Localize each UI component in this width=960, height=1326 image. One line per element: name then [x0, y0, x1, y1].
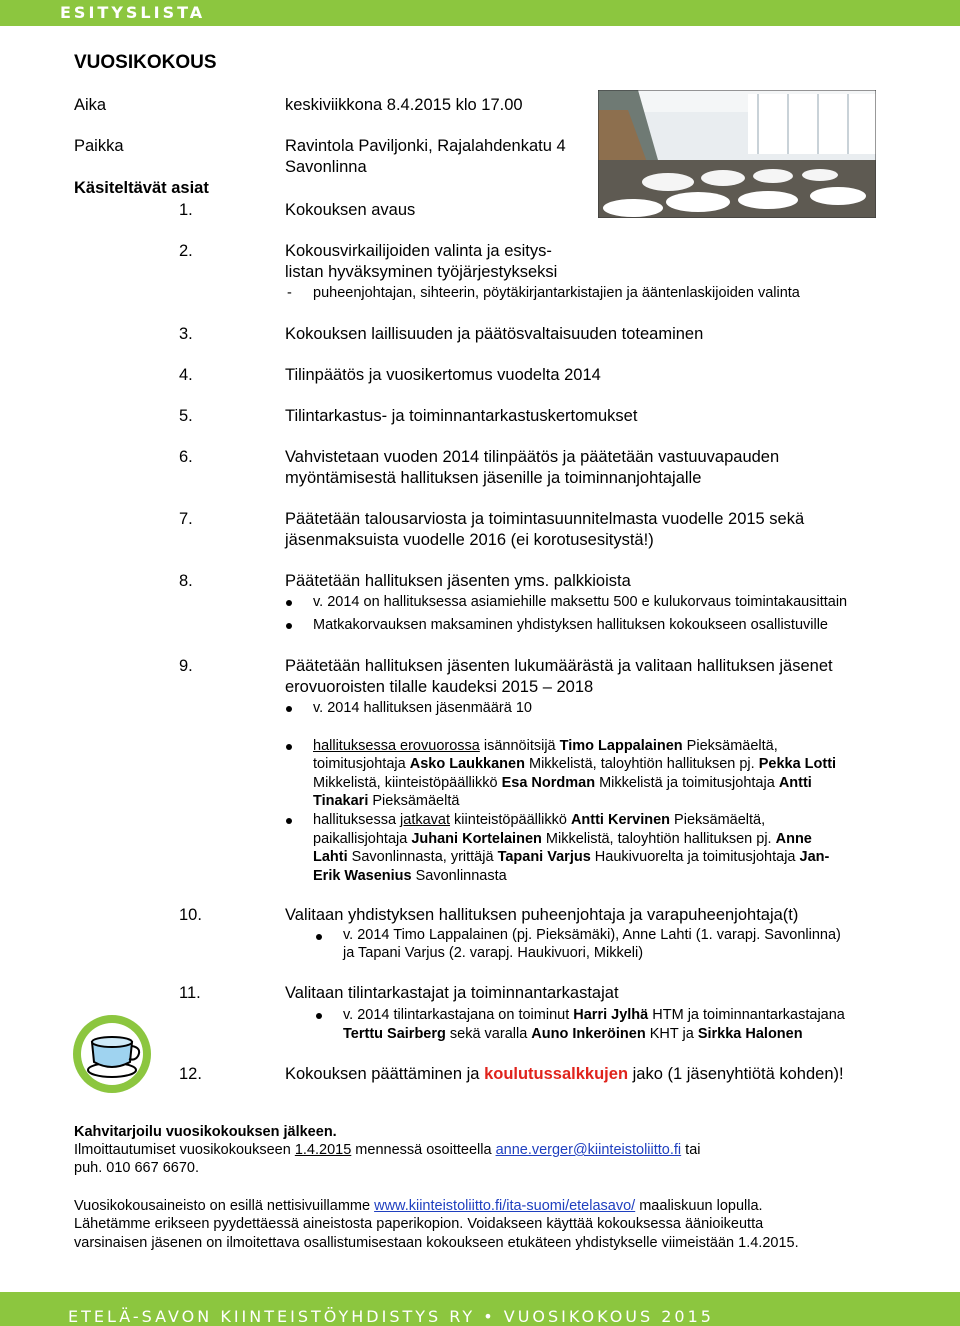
coffee-cup-icon [72, 1014, 152, 1094]
item-6-text-line1: Vahvistetaan vuoden 2014 tilinpäätös ja päätetään vastuuvapauden [285, 448, 780, 466]
deadline-date: 1.4.2015 [294, 1142, 352, 1158]
person-name: Antti Kervinen [570, 812, 671, 828]
item-8-bullet-1: v. 2014 on hallituksessa asiamiehille maksettu 500 e kulukorvaus toimintakausittain [313, 594, 848, 610]
item-10-text: Valitaan yhdistyksen hallituksen puheenjohtaja ja varapuheenjohtaja(t) [285, 906, 799, 924]
text-span: isännöitsijä [479, 738, 560, 754]
item-12-number: 12. [179, 1065, 202, 1083]
page-title: VUOSIKOKOUS [74, 52, 217, 73]
item-3-text: Kokouksen laillisuuden ja päätösvaltaisuuden toteaminen [285, 325, 704, 343]
item-9-number: 9. [179, 657, 193, 675]
text-span: paikallisjohtaja [313, 831, 412, 847]
highlight-text: koulutussalkkujen [484, 1065, 629, 1083]
item-9-bullet-2-line1 [313, 738, 778, 754]
person-name: Tinakari [313, 793, 369, 809]
bullet-icon [316, 934, 322, 940]
item-2-subitem: puheenjohtajan, sihteerin, pöytäkirjantarkistajien ja ääntenlaskijoiden valinta [313, 285, 800, 301]
item-2-text-line2: listan hyväksyminen työjärjestykseksi [285, 263, 558, 281]
person-name: Lahti [313, 849, 348, 865]
item-11-text: Valitaan tilintarkastajat ja toiminnantarkastajat [285, 984, 619, 1002]
text-span: Pieksämäeltä, [682, 738, 778, 754]
item-5-text: Tilintarkastus- ja toiminnantarkastuskertomukset [285, 407, 638, 425]
person-name: Anne [775, 831, 812, 847]
item-5-number: 5. [179, 407, 193, 425]
email-link[interactable]: anne.verger@kiinteistoliitto.fi [495, 1142, 682, 1158]
item-6-text-line2: myöntämisestä hallituksen jäsenille ja toiminnanjohtajalle [285, 469, 702, 487]
text-span: kiinteistöpäällikkö [450, 812, 571, 828]
bullet-icon [286, 623, 292, 629]
person-name: Harri Jylhä [573, 1007, 649, 1023]
person-name: Antti [778, 775, 812, 791]
item-9-bullet-3-line3 [313, 849, 829, 865]
item-10-bullet-line2: ja Tapani Varjus (2. varapj. Haukivuori, Mikkeli) [343, 945, 644, 961]
person-name: Sirkka Halonen [697, 1026, 803, 1042]
underlined-text: jatkavat [400, 812, 451, 828]
paikka-label: Paikka [74, 137, 124, 155]
website-link[interactable]: www.kiinteistoliitto.fi/ita-suomi/etelasavo/ [374, 1198, 636, 1214]
person-name: Terttu Sairberg [343, 1026, 446, 1042]
item-9-bullet-2-line2 [313, 756, 836, 772]
text-span: jako (1 jäsenyhtiötä kohden)! [628, 1065, 844, 1083]
aika-label: Aika [74, 96, 107, 114]
item-1-number: 1. [179, 201, 193, 219]
person-name: Tapani Varjus [497, 849, 591, 865]
item-7-number: 7. [179, 510, 193, 528]
materials-line1 [74, 1198, 763, 1214]
item-9-text-line1: Päätetään hallituksen jäsenten lukumäärästä ja valitaan hallituksen jäsenet [285, 657, 833, 675]
person-name: Erik Wasenius [313, 868, 412, 884]
text-span: Mikkelistä, taloyhtiön hallituksen pj. [524, 756, 759, 772]
item-6-number: 6. [179, 448, 193, 466]
text-span: v. 2014 tilintarkastajana on toiminut [343, 1007, 574, 1023]
text-span: sekä varalla [445, 1026, 532, 1042]
registration-line1 [74, 1142, 701, 1158]
header-label: ESITYSLISTA [60, 3, 206, 22]
person-name: Juhani Kortelainen [411, 831, 542, 847]
bullet-icon [286, 600, 292, 606]
item-9-bullet-2-line3 [313, 775, 812, 791]
text-span: Haukivuorelta ja toimitusjohtaja [590, 849, 800, 865]
text-span: HTM ja toiminnantarkastajana [648, 1007, 845, 1023]
text-span: hallituksessa [313, 812, 401, 828]
aika-value: keskiviikkona 8.4.2015 klo 17.00 [285, 96, 523, 114]
restaurant-photo [598, 90, 876, 218]
item-8-text: Päätetään hallituksen jäsenten yms. palkkioista [285, 572, 631, 590]
item-2-text-line1: Kokousvirkailijoiden valinta ja esitys- [285, 242, 552, 260]
bullet-icon [316, 1013, 322, 1019]
item-9-bullet-2-line4 [313, 793, 459, 809]
materials-line2: Lähetämme erikseen pyydettäessä aineistosta paperikopion. Voidakseen käyttää kokouksessa äänioikeutta [74, 1216, 764, 1232]
text-span: Vuosikokousaineisto on esillä nettisivuillamme [74, 1198, 375, 1214]
item-11-bullet-line2 [343, 1026, 803, 1042]
bullet-icon [286, 818, 292, 824]
text-span: maaliskuun lopulla. [635, 1198, 763, 1214]
text-span: Pieksämäeltä [368, 793, 460, 809]
paikka-value-line1: Ravintola Paviljonki, Rajalahdenkatu 4 [285, 137, 566, 155]
item-7-text-line2: jäsenmaksuista vuodelle 2016 (ei korotusesitystä!) [285, 531, 654, 549]
item-9-text-line2: erovuoroisten tilalle kaudeksi 2015 – 2018 [285, 678, 594, 696]
text-span: Mikkelistä, kiinteistöpäällikkö [313, 775, 502, 791]
person-name: Jan- [799, 849, 830, 865]
item-10-number: 10. [179, 906, 202, 924]
text-span: Mikkelistä ja toimitusjohtaja [595, 775, 779, 791]
item-3-number: 3. [179, 325, 193, 343]
item-9-bullet-3-line4 [313, 868, 507, 884]
paikka-value-line2: Savonlinna [285, 158, 367, 176]
item-8-number: 8. [179, 572, 193, 590]
item-4-text: Tilinpäätös ja vuosikertomus vuodelta 2014 [285, 366, 601, 384]
person-name: Esa Nordman [501, 775, 596, 791]
item-9-bullet-3-line1 [313, 812, 765, 828]
bullet-icon [286, 706, 292, 712]
item-8-bullet-2: Matkakorvauksen maksaminen yhdistyksen hallituksen kokoukseen osallistuville [313, 617, 828, 633]
header-band [0, 0, 960, 26]
text-span: mennessä osoitteella [351, 1142, 496, 1158]
text-span: Mikkelistä, taloyhtiön hallituksen pj. [541, 831, 776, 847]
text-span: Kokouksen päättäminen ja [285, 1065, 485, 1083]
materials-line3: varsinaisen jäsenen on ilmoitettava osallistumisestaan kokoukseen etukäteen yhdistykselle viimeistään 1.4.2015. [74, 1235, 799, 1251]
text-span: Pieksämäeltä, [670, 812, 766, 828]
item-2-number: 2. [179, 242, 193, 260]
item-10-bullet-line1: v. 2014 Timo Lappalainen (pj. Pieksämäki), Anne Lahti (1. varapj. Savonlinna) [343, 927, 841, 943]
text-span: Savonlinnasta [411, 868, 507, 884]
item-12-text [285, 1065, 844, 1084]
registration-phone: puh. 010 667 6670. [74, 1160, 199, 1176]
person-name: Pekka Lotti [758, 756, 837, 772]
text-span: toimitusjohtaja [313, 756, 410, 772]
item-1-text: Kokouksen avaus [285, 201, 416, 219]
text-span: KHT ja [645, 1026, 698, 1042]
agenda-heading: Käsiteltävät asiat [74, 179, 209, 197]
person-name: Auno Inkeröinen [531, 1026, 646, 1042]
item-7-text-line1: Päätetään talousarviosta ja toimintasuunnitelmasta vuodelle 2015 sekä [285, 510, 805, 528]
text-span: Savonlinnasta, yrittäjä [347, 849, 498, 865]
person-name: Timo Lappalainen [559, 738, 683, 754]
text-span: Ilmoittautumiset vuosikokoukseen [74, 1142, 295, 1158]
person-name: Asko Laukkanen [409, 756, 525, 772]
item-9-bullet-1: v. 2014 hallituksen jäsenmäärä 10 [313, 700, 532, 716]
item-11-bullet-line1 [343, 1007, 845, 1023]
item-2-dash: - [287, 285, 292, 301]
item-11-number: 11. [179, 984, 201, 1002]
footer-label: ETELÄ-SAVON KIINTEISTÖYHDISTYS RY • VUOSIKOKOUS 2015 [68, 1307, 714, 1326]
bullet-icon [286, 744, 292, 750]
item-9-bullet-3-line2 [313, 831, 812, 847]
footer-band [0, 1292, 960, 1326]
text-span: tai [681, 1142, 701, 1158]
coffee-note: Kahvitarjoilu vuosikokouksen jälkeen. [74, 1124, 337, 1140]
item-4-number: 4. [179, 366, 193, 384]
underlined-text: hallituksessa erovuorossa [313, 738, 480, 754]
